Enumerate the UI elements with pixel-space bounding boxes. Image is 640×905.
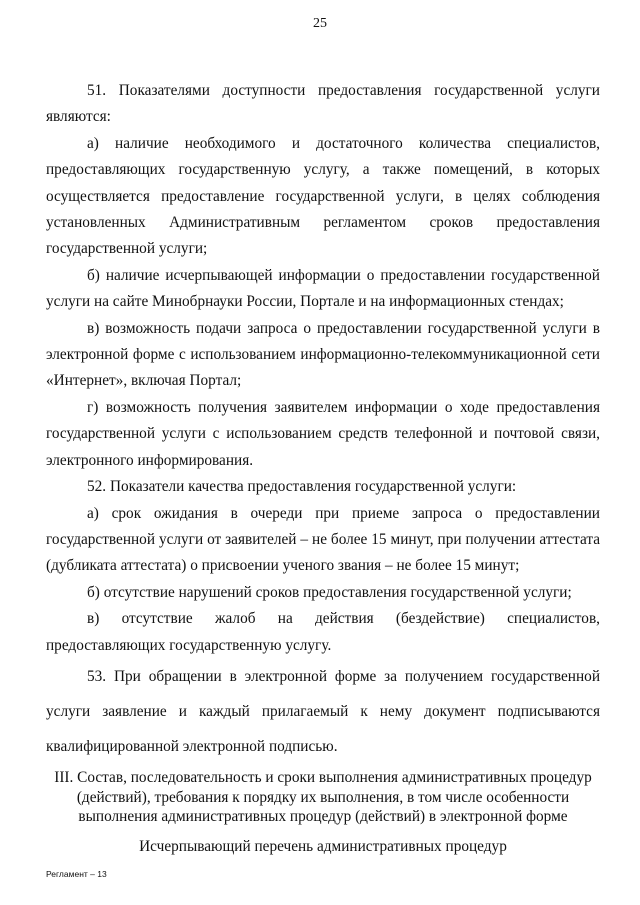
footer-label: Регламент – 13 [46, 869, 107, 879]
paragraph-52-a: а) срок ожидания в очереди при приеме запроса о предоставлении государственной услуги от заявителей – не более 15 минут, при получении аттестата (дубликата аттестата) о присвоении ученого звания – не более 15 минут; [46, 504, 600, 575]
paragraph-51: 51. Показателями доступности предоставления государственной услуги являются: [46, 82, 600, 126]
paragraph-51-g: г) возможность получения заявителем информации о ходе предоставления государственной услуги с использованием средств телефонной и почтовой связи, электронного информирования. [46, 398, 600, 469]
subheading: Исчерпывающий перечень административных процедур [139, 838, 507, 855]
paragraph-51-b: б) наличие исчерпывающей информации о предоставлении государственной услуги на сайте Минобрнауки России, Портале и на информационных стендах; [46, 266, 600, 311]
page-number: 25 [313, 16, 327, 31]
paragraph-52-v: в) отсутствие жалоб на действия (бездействие) специалистов, предоставляющих государственную услугу. [46, 610, 600, 654]
section-heading: III. Состав, последовательность и сроки выполнения административных процедур (действий), требования к порядку их выполнения, в том числе особенности выполнения административных процедур (действий) в электронной форме [54, 769, 592, 825]
paragraph-53: 53. При обращении в электронной форме за получением государственной услуги заявление и каждый прилагаемый к нему документ подписываются квалифицированной электронной подписью. [46, 667, 600, 755]
document-body [46, 78, 600, 764]
paragraph-51-a: а) наличие необходимого и достаточного количества специалистов, предоставляющих государственную услугу, а также помещений, в которых осуществляется предоставление государственной услуги, в целях соблюдения установленных Административным регламентом сроков предоставления государственной услуги; [46, 134, 600, 258]
paragraph-52-b: б) отсутствие нарушений сроков предоставления государственной услуги; [87, 583, 572, 601]
paragraph-52: 52. Показатели качества предоставления государственной услуги: [87, 478, 517, 496]
paragraph-51-v: в) возможность подачи запроса о предоставлении государственной услуги в электронной форме с использованием информационно-телекоммуникационной сети «Интернет», включая Портал; [46, 319, 600, 390]
